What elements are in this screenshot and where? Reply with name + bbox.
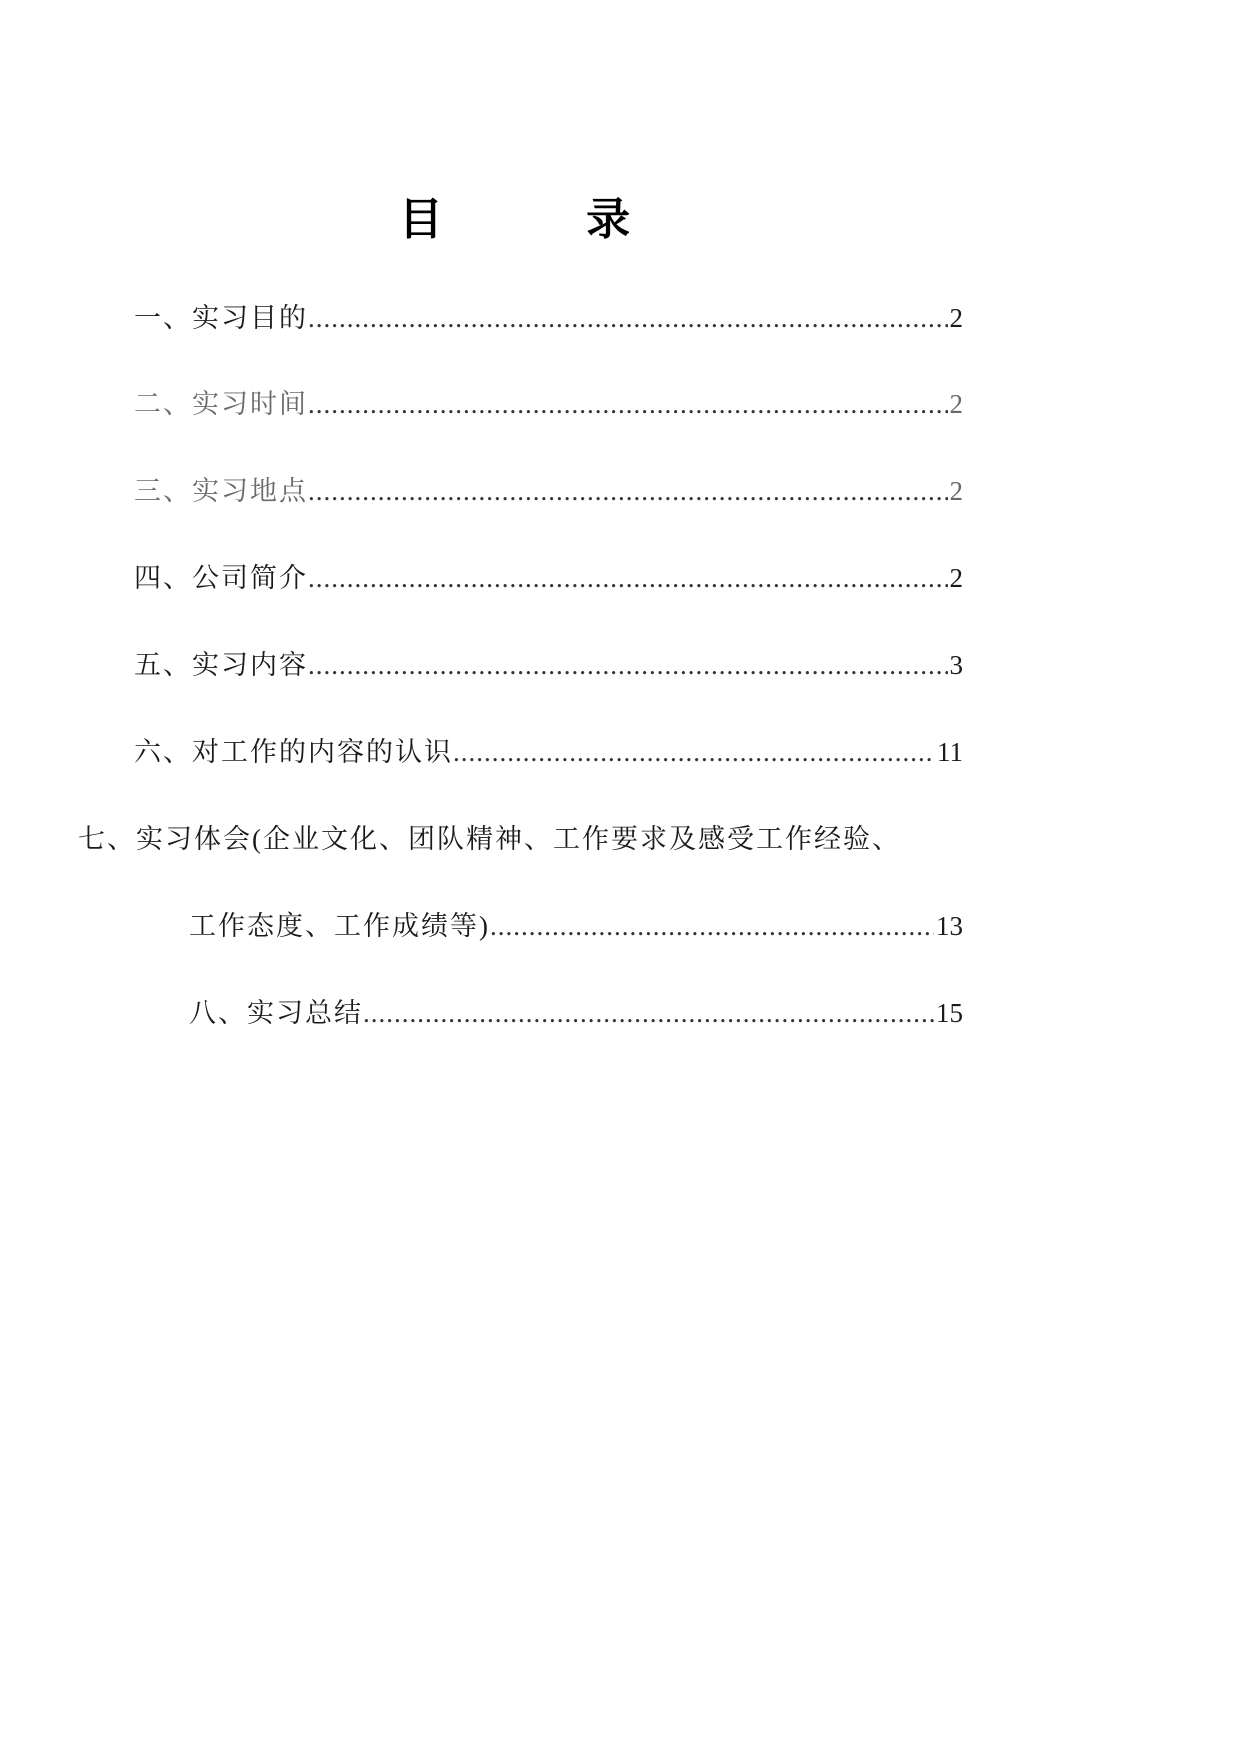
toc-entry[interactable] [134, 384, 963, 424]
toc-page-number: 2 [949, 389, 963, 419]
toc-page-number: 11 [937, 737, 963, 767]
toc-entry-label: 一、实习目的 [134, 303, 308, 333]
toc-entry-label: 五、实习内容 [134, 650, 308, 680]
toc-entry-label: 四、公司简介 [134, 563, 308, 593]
toc-page-number: 2 [949, 476, 963, 506]
toc-entry-label: 三、实习地点 [134, 476, 308, 506]
toc-page-number: 13 [936, 911, 963, 941]
toc-leader-dots [308, 384, 948, 424]
toc-entry-label: 工作态度、工作成绩等) [189, 911, 490, 941]
toc-entry-label: 二、实习时间 [134, 389, 308, 419]
toc-entry[interactable] [134, 471, 963, 511]
toc-entry[interactable] [189, 906, 963, 946]
toc-entry[interactable] [78, 819, 963, 859]
toc-page-number: 2 [949, 563, 963, 593]
toc-entry[interactable] [134, 732, 963, 772]
toc-entry[interactable] [134, 558, 963, 598]
page-title: 目 录 [398, 194, 695, 245]
toc-entry[interactable] [189, 993, 963, 1033]
toc-entry-label: 六、对工作的内容的认识 [134, 737, 453, 767]
toc-leader-dots [453, 732, 935, 772]
toc-leader-dots [363, 993, 934, 1033]
toc-leader-dots [490, 906, 934, 946]
toc-entry[interactable] [134, 298, 963, 338]
toc-entry-label: 八、实习总结 [189, 998, 363, 1028]
toc-page-number: 3 [949, 650, 963, 680]
toc-leader-dots [308, 471, 948, 511]
toc-leader-dots [308, 298, 948, 338]
toc-entry[interactable] [134, 645, 963, 685]
toc-leader-dots [308, 645, 948, 685]
toc-entry-label: 七、实习体会(企业文化、团队精神、工作要求及感受工作经验、 [78, 824, 901, 854]
toc-page-number: 15 [936, 998, 963, 1028]
toc-page-number: 2 [949, 303, 963, 333]
toc-leader-dots [308, 558, 948, 598]
